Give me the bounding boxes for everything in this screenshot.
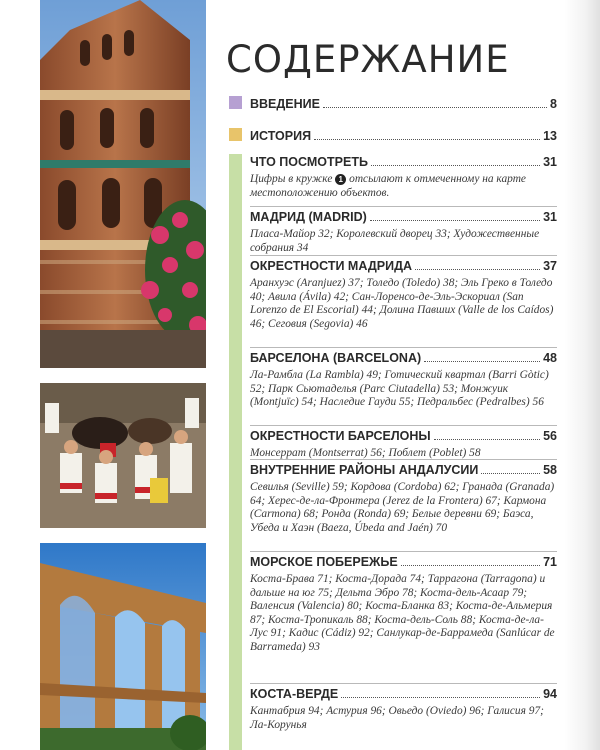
- divider: [250, 551, 557, 552]
- toc-page-number: 71: [543, 555, 557, 569]
- toc-page-number: 31: [543, 210, 557, 224]
- toc-entry-title: ЧТО ПОСМОТРЕТЬ: [250, 155, 368, 169]
- page-edge-shadow: [564, 0, 600, 750]
- bull-run-photo: [40, 383, 206, 528]
- history-color-marker: [229, 128, 242, 141]
- toc-page-number: 13: [543, 129, 557, 143]
- leader-dots: [371, 156, 540, 166]
- toc-entry-title: БАРСЕЛОНА (BARCELONA): [250, 351, 422, 365]
- leader-dots: [341, 688, 540, 698]
- toc-entry-seacoast[interactable]: [250, 555, 557, 655]
- toc-entry-title: ВНУТРЕННИЕ РАЙОНЫ АНДАЛУСИИ: [250, 463, 479, 477]
- toc-entry-subitems: Кантабрия 94; Астурия 96; Овьедо (Oviedo) 96; Галисия 97; Ла-Корунья: [250, 705, 544, 731]
- divider: [250, 206, 557, 207]
- toc-entry-madrid[interactable]: [250, 210, 557, 255]
- toc-entry-title: МАДРИД (MADRID): [250, 210, 367, 224]
- leader-dots: [481, 464, 540, 474]
- toc-page-number: 48: [543, 351, 557, 365]
- leader-dots: [314, 130, 540, 140]
- toc-entry-sights[interactable]: [250, 155, 557, 200]
- toc-entry-subitems: Пласа-Майор 32; Королевский дворец 33; Художественные собрания 34: [250, 228, 540, 254]
- aqueduct-photo: [40, 543, 206, 750]
- toc-entry-subitems: Монсеррат (Montserrat) 56; Поблет (Poblet) 58: [250, 447, 481, 459]
- divider: [250, 255, 557, 256]
- toc-entry-title: ВВЕДЕНИЕ: [250, 97, 320, 111]
- intro-color-marker: [229, 96, 242, 109]
- leader-dots: [401, 556, 540, 566]
- toc-page-number: 94: [543, 687, 557, 701]
- toc-entry-title: ИСТОРИЯ: [250, 129, 312, 143]
- toc-entry-barcelona[interactable]: [250, 351, 557, 410]
- toc-page-number: 37: [543, 259, 557, 273]
- divider: [250, 425, 557, 426]
- toc-page-number: 31: [543, 155, 557, 169]
- leader-dots: [424, 352, 540, 362]
- toc-entry-title: ОКРЕСТНОСТИ БАРСЕЛОНЫ: [250, 429, 431, 443]
- toc-entry-title: МОРСКОЕ ПОБЕРЕЖЬЕ: [250, 555, 398, 569]
- divider: [250, 459, 557, 460]
- leader-dots: [434, 430, 540, 440]
- toc-entry-madrid-surroundings[interactable]: [250, 259, 557, 331]
- divider: [250, 683, 557, 684]
- toc-entry-title: КОСТА-ВЕРДЕ: [250, 687, 339, 701]
- divider: [250, 347, 557, 348]
- toc-entry-subitems: Ла-Рамбла (La Rambla) 49; Готический квартал (Barri Gòtic) 52; Парк Сьютаделья (Parc Ciutadella) 53; Монжуик (Montjuïc) 54; Наследие Гауди 55; Педральбес (Pedralbes) 56: [250, 369, 549, 409]
- page-title: СОДЕРЖАНИЕ: [226, 38, 510, 81]
- toc-page-number: 58: [543, 463, 557, 477]
- leader-dots: [370, 211, 540, 221]
- toc-page-number: 56: [543, 429, 557, 443]
- toc-entry-subitems: Коста-Брава 71; Коста-Дорада 74; Таррагона (Tarragona) и дальше на юг 75; Дельта Эбро 78; Коста-дель-Асаар 79; Валенсия (Valencia) 80; Коста-Бланка 83; Коста-де-Альмерия 87; Коста-Тропикаль 88; Коста-дель-Соль 88; Коста-де-ла-Лус 91; Кадис (Cádiz) 92; Санлукар-де-Баррамеда (Sanlúcar de Barrameda) 93: [250, 573, 555, 653]
- toc-entry-subitems: Аранхуэс (Aranjuez) 37; Толедо (Toledo) 38; Эль Греко в Толедо 40; Авила (Ávila) 42; Сан-Лоренсо-де-Эль-Эскориал (San Lorenzo de El Escorial) 44; Долина Павших (Valle de los Caídos) 46; Сеговия (Segovia) 46: [250, 277, 554, 330]
- toc-entry-note: Цифры в кружке 1 отсылают к отмеченному на карте местоположению объектов.: [250, 173, 526, 199]
- toc-entry-title: ОКРЕСТНОСТИ МАДРИДА: [250, 259, 412, 273]
- toc-entry-costa-verde[interactable]: [250, 687, 557, 732]
- toc-entry-barcelona-surroundings[interactable]: [250, 429, 557, 461]
- map-number-icon: 1: [335, 174, 346, 185]
- toc-entry-history[interactable]: [250, 129, 557, 146]
- toc-page-number: 8: [550, 97, 557, 111]
- leader-dots: [415, 260, 540, 270]
- tower-photo: [40, 0, 206, 368]
- toc-entry-subitems: Севилья (Seville) 59; Кордова (Cordoba) 62; Гранада (Granada) 64; Херес-де-ла-Фронтера (Jerez de la Frontera) 67; Кармона (Carmona) 68; Ронда (Ronda) 69; Белые деревни 69; Баэса, Убеда и Хаэн (Baeza, Úbeda and Jaén) 70: [250, 481, 555, 534]
- sights-color-bar: [229, 154, 242, 750]
- toc-entry-inland-andalusia[interactable]: [250, 463, 557, 535]
- toc-entry-introduction[interactable]: [250, 97, 557, 114]
- leader-dots: [323, 98, 547, 108]
